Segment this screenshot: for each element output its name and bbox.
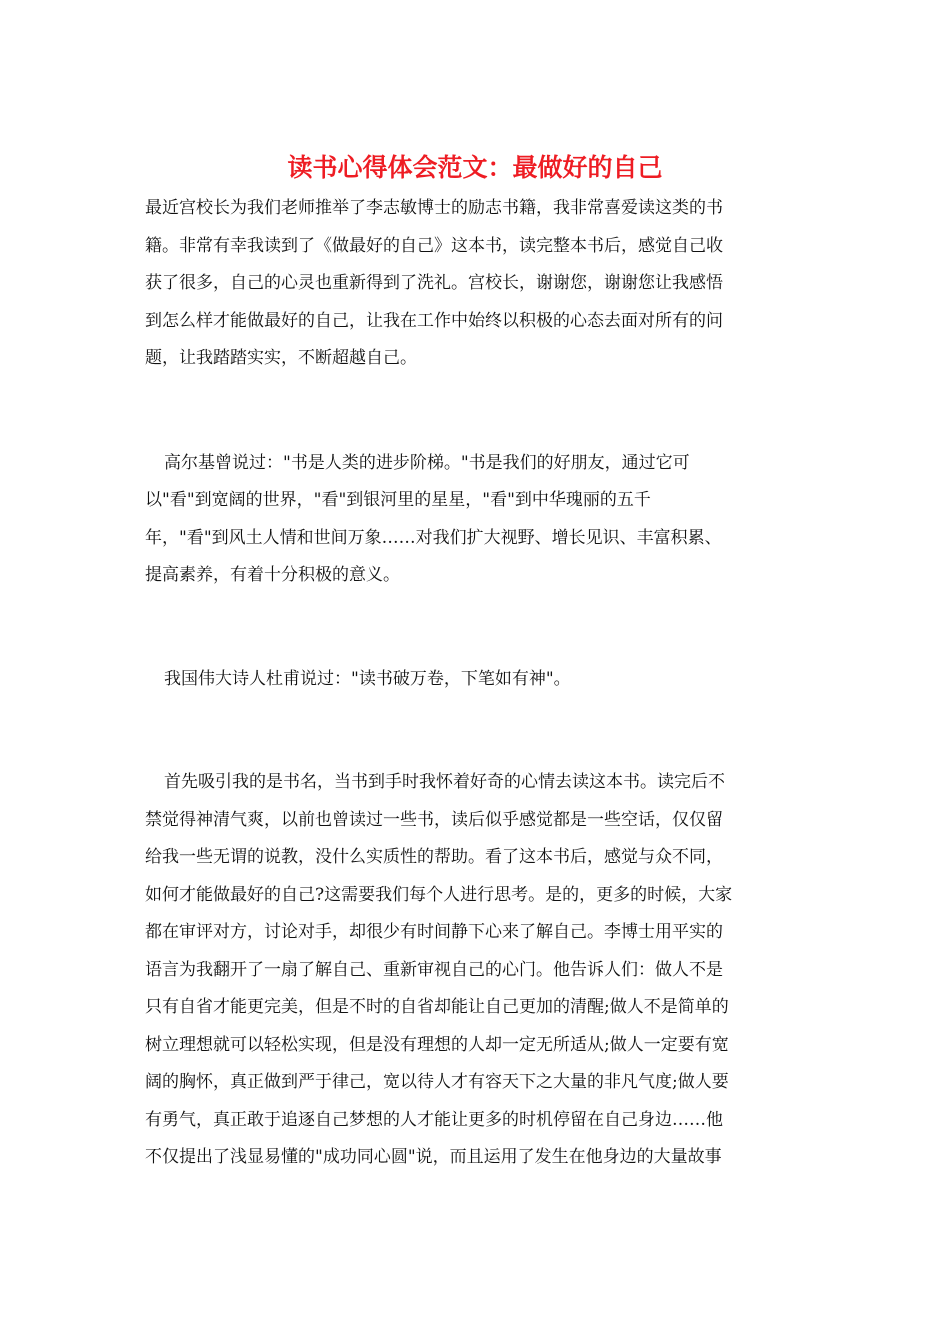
paragraph-1-line-2: 籍。非常有幸我读到了《做最好的自己》这本书，读完整本书后，感觉自己收	[145, 236, 723, 256]
paragraph-4-line-11: 不仅提出了浅显易懂的"成功同心圆"说，而且运用了发生在他身边的大量故事	[145, 1147, 722, 1167]
paragraph-4-line-7: 只有自省才能更完美，但是不时的自省却能让自己更加的清醒;做人不是简单的	[145, 997, 729, 1017]
paragraph-2-line-3: 年，"看"到风土人情和世间万象……对我们扩大视野、增长见识、丰富积累、	[145, 528, 722, 548]
paragraph-4-line-1: 首先吸引我的是书名，当书到手时我怀着好奇的心情去读这本书。读完后不	[164, 772, 725, 792]
paragraph-4-line-3: 给我一些无谓的说教，没什么实质性的帮助。看了这本书后，感觉与众不同，	[145, 847, 723, 867]
paragraph-4-line-4: 如何才能做最好的自己?这需要我们每个人进行思考。是的，更多的时候，大家	[145, 885, 733, 905]
paragraph-1-line-5: 题，让我踏踏实实，不断超越自己。	[145, 348, 417, 368]
paragraph-4-line-9: 阔的胸怀，真正做到严于律己，宽以待人才有容天下之大量的非凡气度;做人要	[145, 1072, 729, 1092]
paragraph-4-line-6: 语言为我翻开了一扇了解自己、重新审视自己的心门。他告诉人们：做人不是	[145, 960, 723, 980]
paragraph-2-line-2: 以"看"到宽阔的世界，"看"到银河里的星星，"看"到中华瑰丽的五千	[145, 490, 651, 510]
paragraph-2-line-1: 高尔基曾说过："书是人类的进步阶梯。"书是我们的好朋友，通过它可	[164, 453, 690, 473]
document-title: 读书心得体会范文：最做好的自己	[287, 153, 663, 182]
paragraph-4-line-5: 都在审评对方，讨论对手，却很少有时间静下心来了解自己。李博士用平实的	[145, 922, 723, 942]
paragraph-3-line-1: 我国伟大诗人杜甫说过："读书破万卷，下笔如有神"。	[164, 669, 571, 689]
paragraph-4-line-8: 树立理想就可以轻松实现，但是没有理想的人却一定无所适从;做人一定要有宽	[145, 1035, 729, 1055]
paragraph-2-line-4: 提高素养，有着十分积极的意义。	[145, 565, 400, 585]
paragraph-4-line-2: 禁觉得神清气爽，以前也曾读过一些书，读后似乎感觉都是一些空话，仅仅留	[145, 810, 723, 830]
paragraph-4-line-10: 有勇气，真正敢于追逐自己梦想的人才能让更多的时机停留在自己身边……他	[145, 1110, 723, 1130]
paragraph-1-line-3: 获了很多，自己的心灵也重新得到了洗礼。宫校长，谢谢您，谢谢您让我感悟	[145, 273, 723, 293]
paragraph-1-line-1: 最近宫校长为我们老师推举了李志敏博士的励志书籍，我非常喜爱读这类的书	[145, 198, 723, 218]
paragraph-1-line-4: 到怎么样才能做最好的自己，让我在工作中始终以积极的心态去面对所有的问	[145, 311, 723, 331]
